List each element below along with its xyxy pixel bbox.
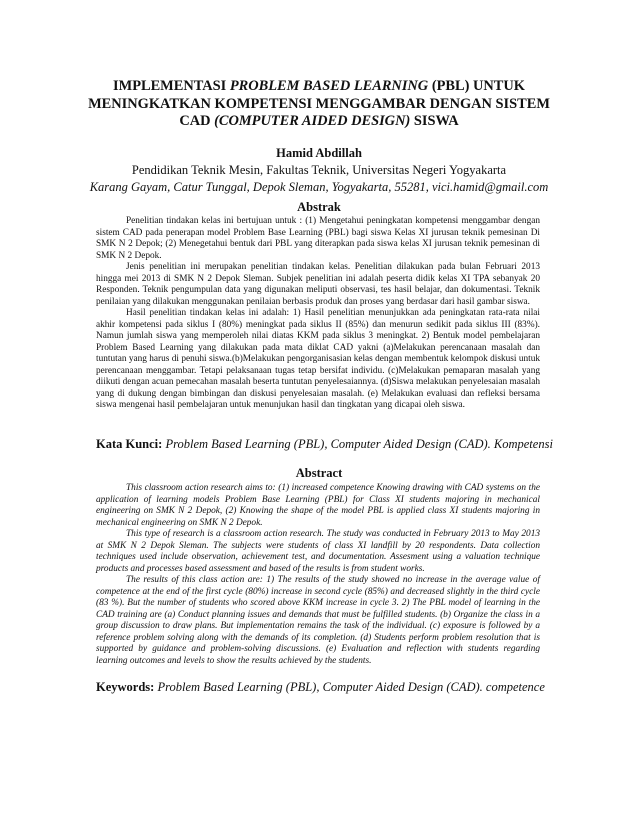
abstrak-paragraph: Jenis penelitian ini merupakan penelitian tindakan kelas. Penelitian dilakukan pada bulan Februari 2013 hingga mei 2013 di SMK N 2 Depok Sleman. Subjek penelitian ini adalah peserta didik kelas XI TPA sebanyak 20 Responden. Teknik pengumpulan data yang digunakan meliputi observasi, tes hasil belajar, dan dokumentasi. Teknik penilaian yang dilakukan menggunakan penilaian berbasis produk dan proses yang berdasar dari hasil gambar siswa. (96, 262, 540, 307)
abstrak-paragraph: Hasil penelitian tindakan kelas ini adalah: 1) Hasil penelitian menunjukkan ada peningkatan rata-rata nilai akhir kompetensi pada siklus I (80%) meningkat pada siklus II (85%) dan menurun sedikit pada siklus III (83%). Namun jumlah siswa yang memperoleh nilai diatas KKM pada siklus 3 meningkat. 2) Bentuk model pembelajaran Problem Based Learning yang dilakukan pada mata diklat CAD yakni (a)Melakukan perencanaan masalah dan tuntutan yang harus di penuhi siswa.(b)Melakukan pengorganisasian kelas dengan membentuk kelompok diskusi untuk perencanaan menggambar. Tetapi pelaksanaan tugas tetap bersifat individu. (c)Melakukan pemaparan masalah yang diikuti dengan acuan pemecahan masalah beserta tuntutan penyelesaiannya. (d)Siswa melakukan penyelesaian masalah yang di dukung dengan bimbingan dan diskusi penyelesaian masalah. (e) Melakukan evaluasi dan refleksi bersama siswa mengenai hasil pembelajaran untuk menunjukan hasil dan tingkatan yang dicapai oleh siswa. (96, 308, 540, 410)
abstract-paragraph: The results of this class action are: 1) The results of the study showed no increase in the average value of competence at the end of the first cycle (80%) increase in second cycle (85%) and decreased slightly in the third cycle (83 %). But the number of students who scored above KKM increase in cycle 3. 2) The PBL model of learning in the CAD training are (a) Conduct planning issues and demands that must be fulfilled students. (b) Organize the class in a group discussion to draw plans. But implementation remains the task of the individual. (c) exposure is followed by a reference problem solving along with the demands of its completion. (d) Students perform problem resolution that is supported by guidance and problem-solving discussions. (e) Evaluation and reflection with students regarding learning outcomes and levels to show the results achieved by the students. (96, 575, 540, 666)
abstract-body (96, 483, 540, 667)
title-line-1 (70, 78, 568, 96)
abstract-paragraph: This classroom action research aims to: (1) increased competence Knowing drawing with CAD systems on the application of learning models Problem Base Learning (PBL) for Class XI students majoring in mechanical engineering on SMK N 2 Depok, (2) Knowing the shape of the model PBL is applied class XI students majoring in mechanical engineering on SMK N 2 Depok. (96, 483, 540, 528)
keywords-label: Keywords: (96, 680, 158, 694)
abstrak-heading: Abstrak (297, 200, 341, 214)
title-line-3 (70, 113, 568, 131)
title-text-italic: (COMPUTER AIDED DESIGN) (214, 113, 411, 129)
paper-title (70, 78, 568, 131)
abstrak-body (96, 216, 540, 412)
keywords-text: Problem Based Learning (PBL), Computer Aided Design (CAD). competence (157, 680, 545, 694)
abstrak-paragraph: Penelitian tindakan kelas ini bertujuan untuk : (1) Mengetahui peningkatan kompetensi menggambar dengan sistem CAD pada penerapan model Problem Base Learning (PBL) bagi siswa Kelas XI jurusan teknik pemesinan Di SMK N 2 Depok; (2) Menegetahui bentuk dari PBL yang diterapkan pada siswa kelas XI jurusan teknik pemesinan di SMK N 2 Depok. (96, 216, 540, 261)
kata-kunci-label: Kata Kunci: (96, 437, 166, 451)
author-address: Karang Gayam, Catur Tunggal, Depok Sleman, Yogyakarta, 55281, vici.hamid@gmail.com (89, 180, 549, 194)
kata-kunci (96, 437, 556, 452)
title-text: (PBL) UNTUK (428, 78, 525, 94)
abstract-heading: Abstract (295, 466, 343, 480)
author-affiliation: Pendidikan Teknik Mesin, Fakultas Teknik, Universitas Negeri Yogyakarta (131, 163, 507, 177)
title-text: IMPLEMENTASI (113, 78, 230, 94)
title-text: CAD (179, 113, 215, 129)
title-text: SISWA (410, 113, 459, 129)
keywords (96, 680, 556, 695)
title-text-italic: PROBLEM BASED LEARNING (229, 78, 429, 94)
author-name: Hamid Abdillah (276, 146, 362, 160)
abstract-paragraph: This type of research is a classroom action research. The study was conducted in February 2013 to May 2013 at SMK N 2 Depok Sleman. The subjects were students of class XI landfill by 20 respondents. Data collection techniques used include observation, achievement test, and documentation. Assesment using a valuation technique products and processes based assessment and based of the results is from student works. (96, 529, 540, 574)
kata-kunci-text: Problem Based Learning (PBL), Computer Aided Design (CAD). Kompetensi (165, 437, 553, 451)
title-line-2: MENINGKATKAN KOMPETENSI MENGGAMBAR DENGAN SISTEM (88, 95, 550, 112)
